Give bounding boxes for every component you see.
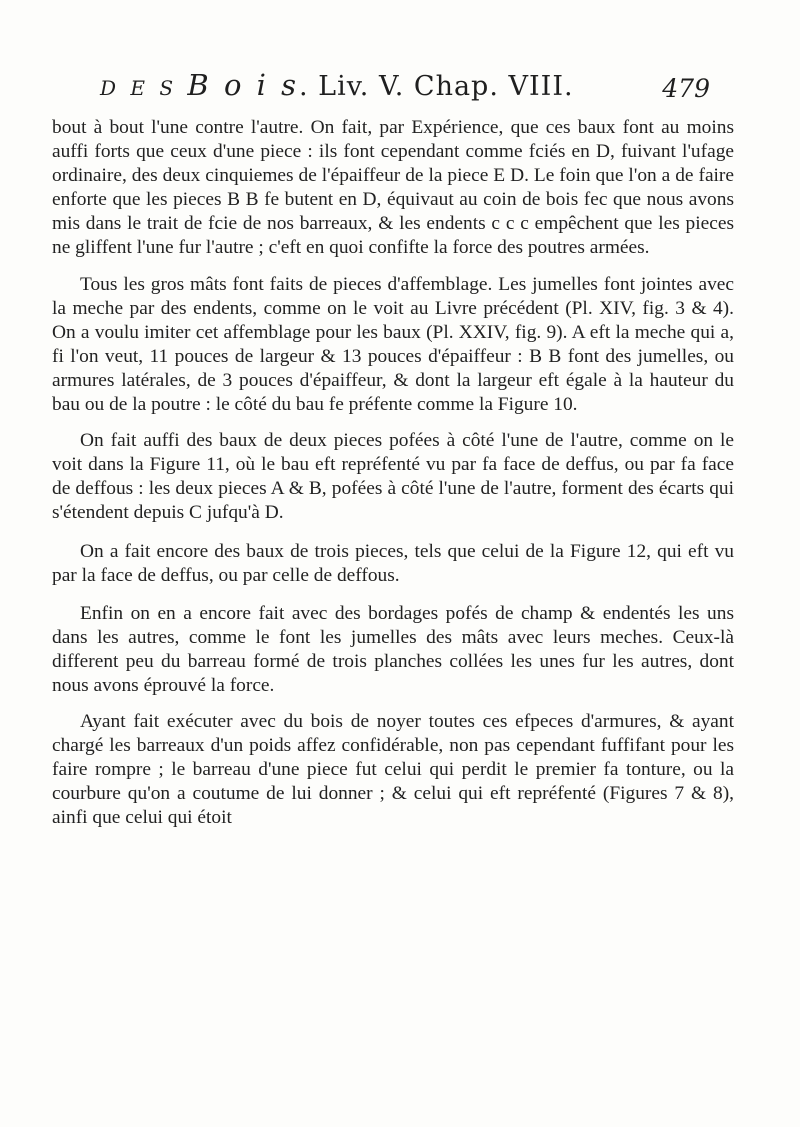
- running-title-part-3: . Liv. V. Chap. VIII.: [299, 71, 574, 102]
- paragraph: bout à bout l'une contre l'autre. On fait, par Expérience, que ces baux font au moins auffi forts que ceux d'une piece : ils font cependant comme fciés en D, fuivant l'ufage ordinaire, des deux cinquiemes de l'épaiffeur de la piece E D. Le foin que l'on a de faire enforte que les pieces B B fe butent en D, équivaut au coin de bois fec que nous avons mis dans le trait de fcie de nos barreaux, & les endents c c c empêchent que les pieces ne gliffent l'une fur l'autre ; c'eft en quoi confifte la force des poutres armées.: [52, 117, 734, 259]
- paragraph: On fait auffi des baux de deux pieces pofées à côté l'une de l'autre, comme on le voit dans la Figure 11, où le bau eft repréfenté vu par fa face de deffus, ou par fa face de deffous : les deux pieces A & B, pofées à côté l'une de l'autre, forment des écarts qui s'étendent depuis C jufqu'à D.: [52, 430, 734, 524]
- page-number: 479: [662, 74, 710, 103]
- paragraph: Ayant fait exécuter avec du bois de noyer toutes ces efpeces d'armures, & ayant chargé les barreaux d'un poids affez confidérable, non pas cependant fuffifant pour les faire rompre ; le barreau d'une piece fut celui qui perdit le premier fa tonture, ou la courbure qu'on a coutume de lui donner ; & celui qui eft repréfenté (Figures 7 & 8), ainfi que celui qui étoit: [52, 711, 734, 829]
- running-title-part-1: D E S: [100, 76, 188, 100]
- paragraph: Tous les gros mâts font faits de pieces d'affemblage. Les jumelles font jointes avec la meche par des endents, comme on le voit au Livre précédent (Pl. XIV, fig. 3 & 4). On a voulu imiter cet affemblage pour les baux (Pl. XXIV, fig. 9). A eft la meche qui a, fi l'on veut, 11 pouces de largeur & 13 pouces d'épaiffeur : B B font des jumelles, ou armures latérales, de 3 pouces d'épaiffeur, & dont la largeur eft égale à la hauteur du bau ou de la poutre : le côté du bau fe préfente comme la Figure 10.: [52, 273, 734, 416]
- running-title-part-2: B o i s: [187, 68, 300, 102]
- paragraph: Enfin on en a encore fait avec des bordages pofés de champ & endentés les uns dans les autres, comme le font les jumelles des mâts avec leurs meches. Ceux-là different peu du barreau formé de trois planches collées les unes fur les autres, dont nous avons éprouvé la force.: [52, 602, 734, 696]
- body-text: [52, 116, 734, 831]
- running-header: [100, 68, 710, 112]
- paragraph: On a fait encore des baux de trois pieces, tels que celui de la Figure 12, qui eft vu par la face de deffus, ou par celle de deffous.: [52, 540, 734, 586]
- running-title: [100, 68, 574, 102]
